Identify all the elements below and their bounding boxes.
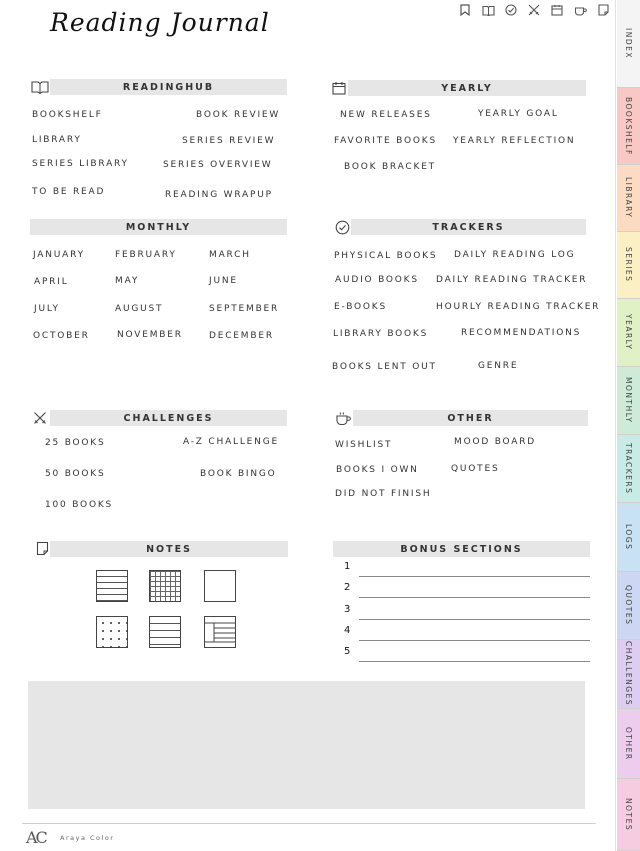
bonus-number: 1 (344, 561, 351, 572)
crossed-swords-icon (31, 410, 49, 426)
link-new-releases[interactable]: NEW RELEASES (340, 110, 432, 120)
link-physical-books[interactable]: PHYSICAL BOOKS (334, 251, 438, 261)
tab-label: BOOKSHELF (624, 96, 633, 156)
top-toolbar (458, 3, 610, 17)
monthly-heading: MONTHLY (30, 219, 287, 235)
bookmark-icon[interactable] (458, 3, 472, 17)
note-icon[interactable] (596, 3, 610, 17)
link-quotes[interactable]: QUOTES (451, 464, 500, 474)
tab-label: OTHER (624, 726, 633, 761)
cornell-template-icon[interactable] (204, 616, 236, 648)
link-book-review[interactable]: BOOK REVIEW (196, 110, 281, 120)
link-daily-reading-log[interactable]: DAILY READING LOG (454, 250, 576, 260)
link-favorite-books[interactable]: FAVORITE BOOKS (334, 136, 437, 146)
link-yearly-reflection[interactable]: YEARLY REFLECTION (453, 136, 576, 146)
bonus-row[interactable] (344, 625, 590, 643)
link-a-z-challenge[interactable]: A-Z CHALLENGE (183, 437, 279, 447)
tab-logs[interactable] (617, 503, 640, 572)
link-recommendations[interactable]: RECOMMENDATIONS (461, 328, 582, 338)
notes-area[interactable] (28, 681, 585, 809)
link-to-be-read[interactable]: TO BE READ (32, 187, 106, 197)
link-series-review[interactable]: SERIES REVIEW (182, 136, 276, 146)
tab-challenges[interactable] (617, 640, 640, 709)
notes-heading: NOTES (50, 541, 288, 557)
bonus-line (359, 576, 590, 577)
link-mood-board[interactable]: MOOD BOARD (454, 437, 537, 447)
link-genre[interactable]: GENRE (478, 361, 519, 371)
footer-divider (22, 823, 596, 824)
link-reading-wrapup[interactable]: READING WRAPUP (165, 190, 273, 200)
tab-other[interactable] (617, 709, 640, 779)
link-december[interactable]: DECEMBER (209, 331, 274, 341)
calendar-icon (330, 80, 348, 96)
link-february[interactable]: FEBRUARY (115, 250, 177, 260)
tab-trackers[interactable] (617, 435, 640, 503)
bonus-row[interactable] (344, 561, 590, 579)
link-may[interactable]: MAY (115, 276, 140, 286)
link-october[interactable]: OCTOBER (33, 331, 90, 341)
link-library-books[interactable]: LIBRARY BOOKS (333, 329, 429, 339)
tab-quotes[interactable] (617, 572, 640, 640)
bonus-number: 4 (344, 625, 351, 636)
link-books-lent-out[interactable]: BOOKS LENT OUT (332, 362, 437, 372)
reading-hub-heading: READINGHUB (50, 79, 287, 95)
tab-label: LOGS (624, 523, 633, 551)
check-circle-icon[interactable] (504, 3, 518, 17)
bonus-line (359, 661, 590, 662)
calendar-icon[interactable] (550, 3, 564, 17)
swords-icon[interactable] (527, 3, 541, 17)
link-audio-books[interactable]: AUDIO BOOKS (335, 275, 419, 285)
link-september[interactable]: SEPTEMBER (209, 304, 280, 314)
link-april[interactable]: APRIL (34, 277, 69, 287)
bonus-number: 5 (344, 646, 351, 657)
bonus-row[interactable] (344, 646, 590, 664)
tab-series[interactable] (617, 232, 640, 299)
other-heading: OTHER (353, 410, 588, 426)
tab-index[interactable] (617, 0, 640, 88)
tab-label: MONTHLY (624, 377, 633, 424)
tab-bookshelf[interactable] (617, 88, 640, 165)
link-yearly-goal[interactable]: YEARLY GOAL (478, 109, 559, 119)
trackers-heading: TRACKERS (351, 219, 586, 235)
link-july[interactable]: JULY (34, 304, 60, 314)
page-title: Reading Journal (50, 8, 270, 37)
link-50-books[interactable]: 50 BOOKS (45, 469, 106, 479)
dotted-template-icon[interactable] (96, 616, 128, 648)
yearly-heading: YEARLY (348, 80, 586, 96)
lined-template-icon[interactable] (96, 570, 128, 602)
link-books-i-own[interactable]: BOOKS I OWN (336, 465, 419, 475)
bonus-line (359, 597, 590, 598)
tab-label: NOTES (624, 797, 633, 832)
link-100-books[interactable]: 100 BOOKS (45, 500, 114, 510)
open-book-icon (31, 79, 49, 95)
brand-name: Araya Color (60, 834, 115, 842)
link-june[interactable]: JUNE (209, 276, 238, 286)
link-bookshelf[interactable]: BOOKSHELF (32, 110, 103, 120)
tab-label: QUOTES (624, 585, 633, 626)
bonus-sections-heading: BONUS SECTIONS (333, 541, 590, 557)
tab-library[interactable] (617, 165, 640, 232)
link-library[interactable]: LIBRARY (32, 135, 82, 145)
link-november[interactable]: NOVEMBER (117, 330, 183, 340)
check-circle-icon (333, 219, 351, 235)
brand-logo: AC (26, 828, 46, 847)
bonus-number: 2 (344, 582, 351, 593)
cup-icon[interactable] (573, 3, 587, 17)
tab-yearly[interactable] (617, 299, 640, 367)
wide-lined-template-icon[interactable] (149, 616, 181, 648)
link-wishlist[interactable]: WISHLIST (335, 440, 393, 450)
tab-label: TRACKERS (624, 442, 633, 495)
link-august[interactable]: AUGUST (115, 304, 164, 314)
link-e-books[interactable]: E-BOOKS (334, 302, 388, 312)
link-series-overview[interactable]: SERIES OVERVIEW (163, 160, 273, 170)
grid-template-icon[interactable] (149, 570, 181, 602)
tab-monthly[interactable] (617, 367, 640, 435)
tab-label: SERIES (624, 247, 633, 283)
link-daily-reading-tracker[interactable]: DAILY READING TRACKER (436, 275, 588, 285)
bonus-row[interactable] (344, 604, 590, 622)
tab-notes[interactable] (617, 779, 640, 851)
challenges-heading: CHALLENGES (50, 410, 287, 426)
link-march[interactable]: MARCH (209, 250, 251, 260)
bonus-number: 3 (344, 604, 351, 615)
book-icon[interactable] (481, 3, 495, 17)
link-hourly-reading-tracker[interactable]: HOURLY READING TRACKER (436, 302, 601, 312)
note-page-icon (33, 540, 51, 556)
link-book-bracket[interactable]: BOOK BRACKET (344, 162, 436, 172)
tab-label: CHALLENGES (624, 641, 633, 707)
blank-template-icon[interactable] (204, 570, 236, 602)
link-series-library[interactable]: SERIES LIBRARY (32, 159, 129, 169)
tab-label: LIBRARY (624, 177, 633, 219)
bonus-row[interactable] (344, 582, 590, 600)
bonus-line (359, 619, 590, 620)
tab-label: YEARLY (624, 314, 633, 351)
link-25-books[interactable]: 25 BOOKS (45, 438, 106, 448)
coffee-cup-icon (334, 410, 352, 426)
bonus-line (359, 640, 590, 641)
link-did-not-finish[interactable]: DID NOT FINISH (335, 489, 432, 499)
tab-label: INDEX (624, 28, 633, 59)
link-book-bingo[interactable]: BOOK BINGO (200, 469, 277, 479)
link-january[interactable]: JANUARY (33, 250, 85, 260)
